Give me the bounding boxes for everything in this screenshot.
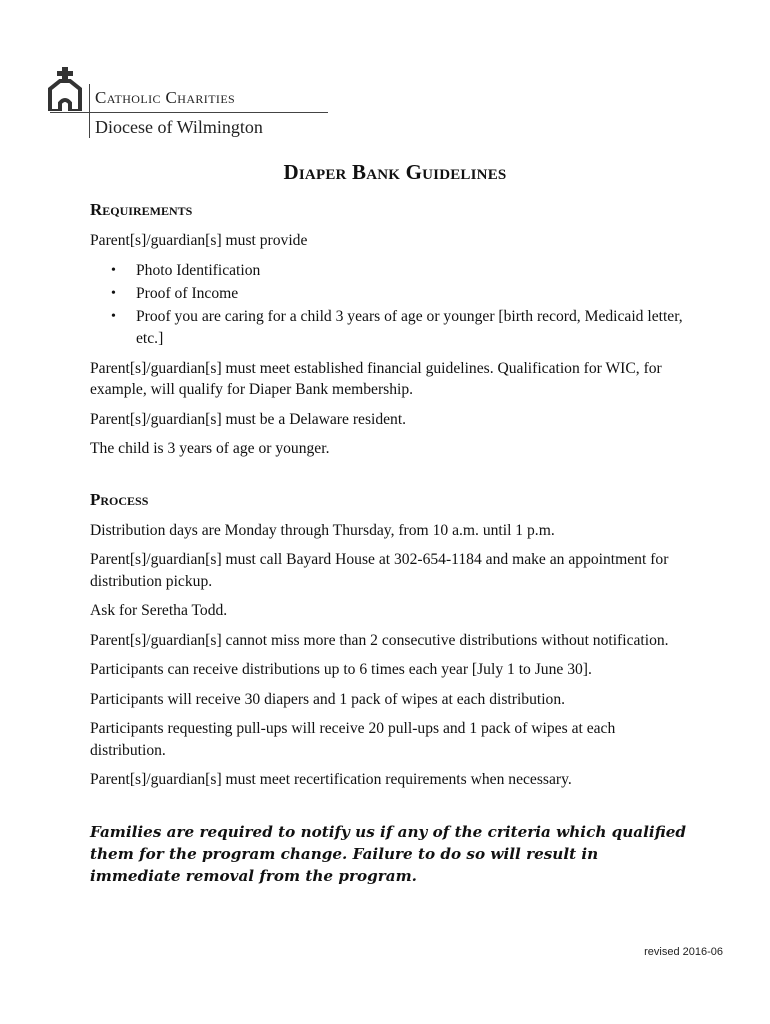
diocese-name: Diocese of Wilmington bbox=[95, 117, 263, 137]
requirements-paragraph: Parent[s]/guardian[s] must meet established financial guidelines. Qualification for WIC, for example, will qualify for Diaper Bank membership. bbox=[90, 359, 662, 398]
process-paragraph: Participants requesting pull-ups will receive 20 pull-ups and 1 pack of wipes at each distribution. bbox=[90, 720, 616, 759]
requirements-heading: Requirements bbox=[90, 200, 193, 219]
process-paragraph: Parent[s]/guardian[s] must meet recertification requirements when necessary. bbox=[90, 771, 572, 788]
requirements-paragraph: The child is 3 years of age or younger. bbox=[90, 440, 330, 457]
process-paragraph: Participants can receive distributions up to 6 times each year [July 1 to June 30]. bbox=[90, 661, 592, 678]
process-paragraph: Ask for Seretha Todd. bbox=[90, 602, 228, 619]
requirements-paragraph: Parent[s]/guardian[s] must be a Delaware resident. bbox=[90, 410, 407, 428]
church-cross-icon bbox=[48, 67, 84, 111]
bullet-icon: • bbox=[111, 285, 116, 301]
process-heading: Process bbox=[90, 489, 149, 509]
list-item: • Photo Identification bbox=[90, 260, 690, 282]
process-paragraph: Participants will receive 30 diapers and 1 pack of wipes at each distribution. bbox=[90, 690, 566, 708]
list-item: • Proof of Income bbox=[90, 283, 690, 305]
process-paragraph: Distribution days are Monday through Thursday, from 10 a.m. until 1 p.m. bbox=[90, 521, 555, 539]
bullet-icon: • bbox=[111, 308, 116, 324]
page-title: Diaper Bank Guidelines bbox=[283, 160, 507, 184]
logo-divider-vertical bbox=[89, 84, 90, 138]
org-name: Catholic Charities bbox=[95, 88, 236, 107]
warning-notice: Families are required to notify us if any of the criteria which qualified them for the program change. Failure to do so will result in immediate removal from the program. bbox=[90, 822, 687, 885]
process-paragraph: Parent[s]/guardian[s] cannot miss more than 2 consecutive distributions without notification. bbox=[90, 631, 669, 649]
revision-date: revised 2016-06 bbox=[644, 946, 723, 958]
requirements-list bbox=[90, 260, 690, 350]
requirements-intro: Parent[s]/guardian[s] must provide bbox=[90, 232, 308, 249]
logo bbox=[48, 67, 308, 147]
list-item: • Proof you are caring for a child 3 years of age or younger [birth record, Medicaid letter, etc.] bbox=[111, 307, 683, 347]
logo-divider-horizontal bbox=[50, 112, 328, 113]
bullet-icon: • bbox=[111, 262, 116, 278]
document-body bbox=[90, 160, 690, 887]
process-paragraph: Parent[s]/guardian[s] must call Bayard House at 302-654-1184 and make an appointment for distribution pickup. bbox=[90, 551, 669, 590]
